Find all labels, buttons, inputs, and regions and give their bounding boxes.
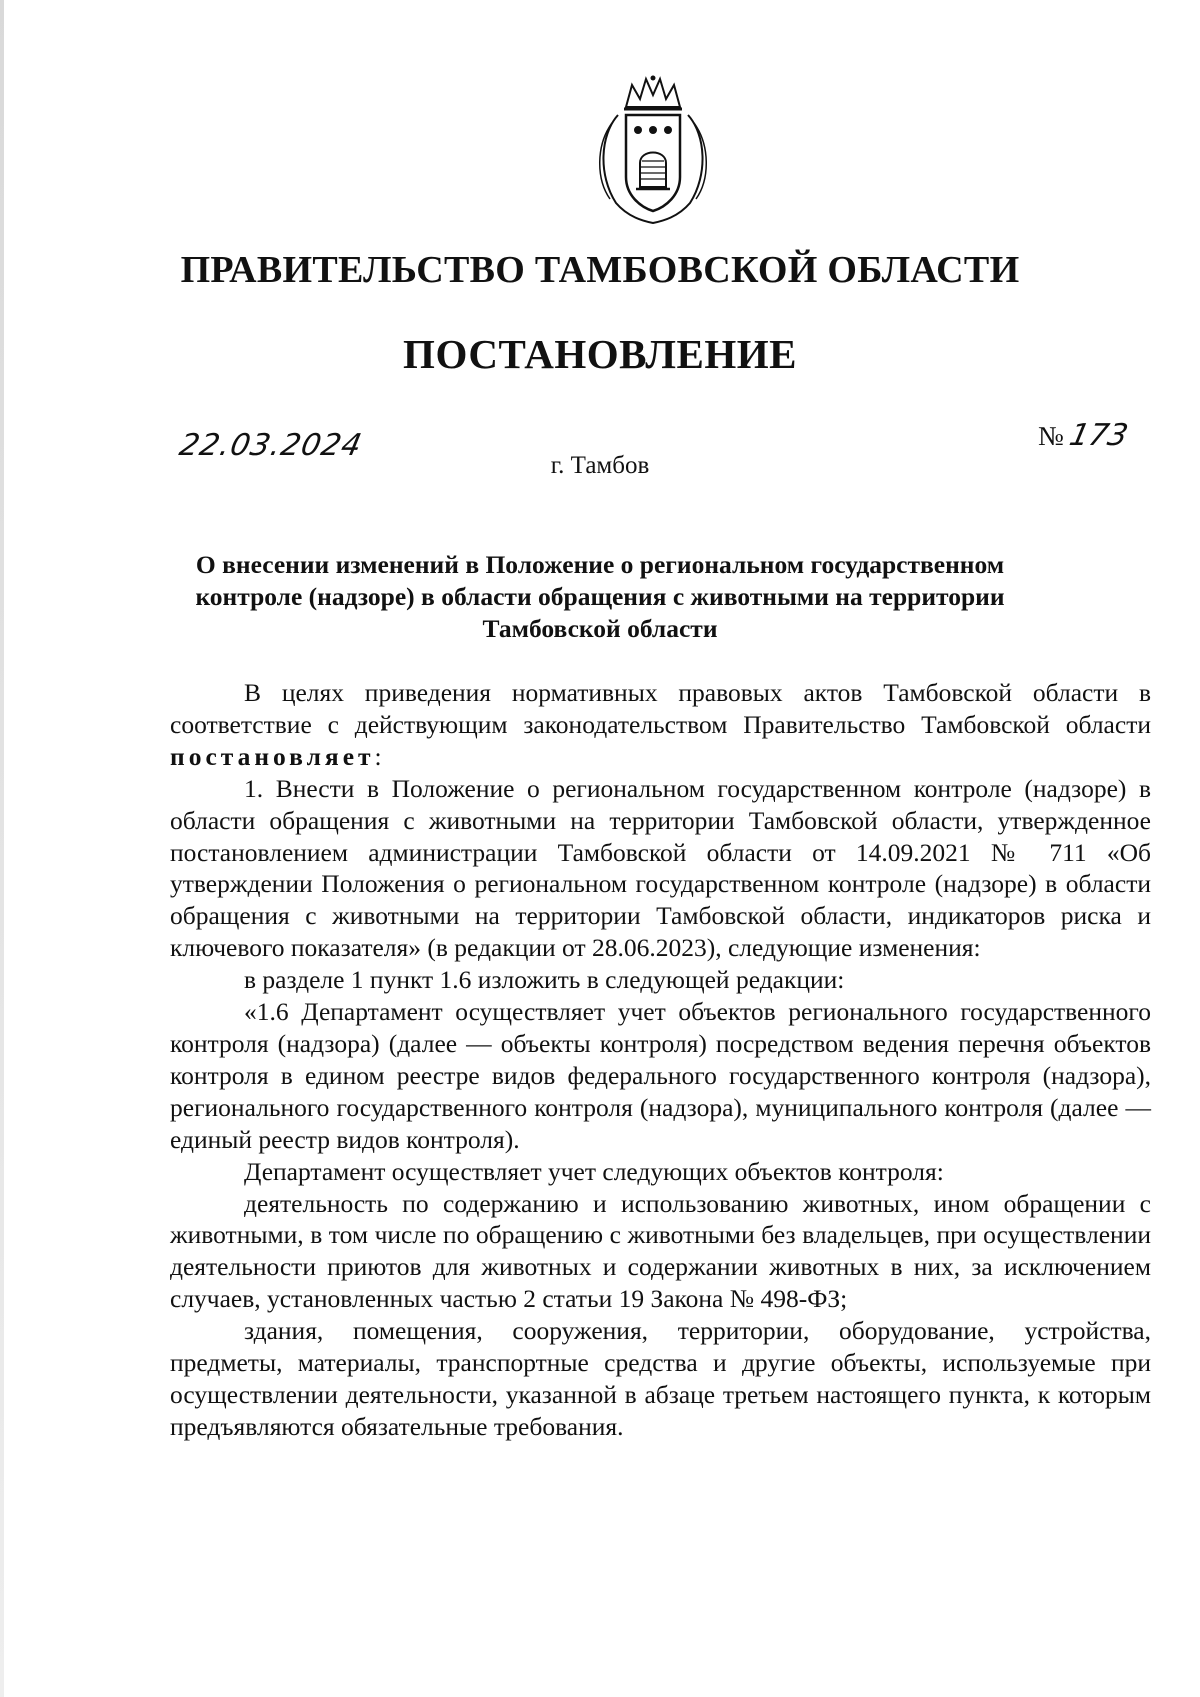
intro-colon: :	[374, 741, 382, 771]
number-sign: №	[1038, 421, 1064, 451]
document-subject	[160, 549, 1040, 645]
intro-text: В целях приведения нормативных правовых актов Тамбовской области в соответствие с действующим законодательством Правительство Тамбовской области	[170, 678, 1151, 739]
document-number-handwritten: 173	[1066, 418, 1131, 453]
document-body	[170, 677, 1151, 1443]
document-city: г. Тамбов	[550, 452, 650, 479]
organization-title: ПРАВИТЕЛЬСТВО ТАМБОВСКОЙ ОБЛАСТИ	[180, 249, 1020, 291]
clause-1-6-paragraph: «1.6 Департамент осуществляет учет объектов регионального государственного контроля (надзора) (далее — объекты контроля) посредством ведения перечня объектов контроля в едином реестре видов федерального государственного контроля (надзора), регионального государственного контроля (надзора), муниципального контроля (далее — единый реестр видов контроля).	[170, 997, 1151, 1154]
subject-line: О внесении изменений в Положение о региональном государственном	[195, 550, 1005, 579]
decree-word: постановляет	[170, 741, 375, 771]
document-type-title: ПОСТАНОВЛЕНИЕ	[403, 331, 797, 377]
item-1-paragraph: 1. Внести в Положение о региональном государственном контроле (надзоре) в области обращения с животными на территории Тамбовской области, утвержденное постановлением администрации Тамбовской области от 14.09.2021 № 711 «Об утверждении Положения о региональном государственном контроле (надзоре) в области обращения с животными на территории Тамбовской области, индикаторов риска и ключевого показателя» (в редакции от 28.06.2023), следующие изменения:	[170, 773, 1151, 963]
document-number	[1038, 418, 1131, 453]
section-1-paragraph: в разделе 1 пункт 1.6 изложить в следующей редакции:	[244, 965, 845, 995]
subject-line: Тамбовской области	[482, 614, 718, 643]
tambov-coat-of-arms-emblem	[588, 75, 718, 225]
buildings-paragraph: здания, помещения, сооружения, территории, оборудование, устройства, предметы, материалы, транспортные средства и другие объекты, используемые при осуществлении деятельности, указанной в абзаце третьем настоящего пункта, к которым предъявляются обязательные требования.	[170, 1316, 1151, 1441]
department-paragraph: Департамент осуществляет учет следующих объектов контроля:	[244, 1156, 944, 1186]
subject-line: контроле (надзоре) в области обращения с животными на территории	[195, 582, 1005, 611]
intro-paragraph	[170, 677, 1151, 773]
activity-paragraph: деятельность по содержанию и использованию животных, ином обращении с животными, в том числе по обращению с животными без владельцев, при осуществлении деятельности приютов для животных и содержании животных в них, за исключением случаев, установленных частью 2 статьи 19 Закона № 498-ФЗ;	[170, 1188, 1151, 1314]
document-date-handwritten: 22.03.2024	[176, 428, 366, 463]
